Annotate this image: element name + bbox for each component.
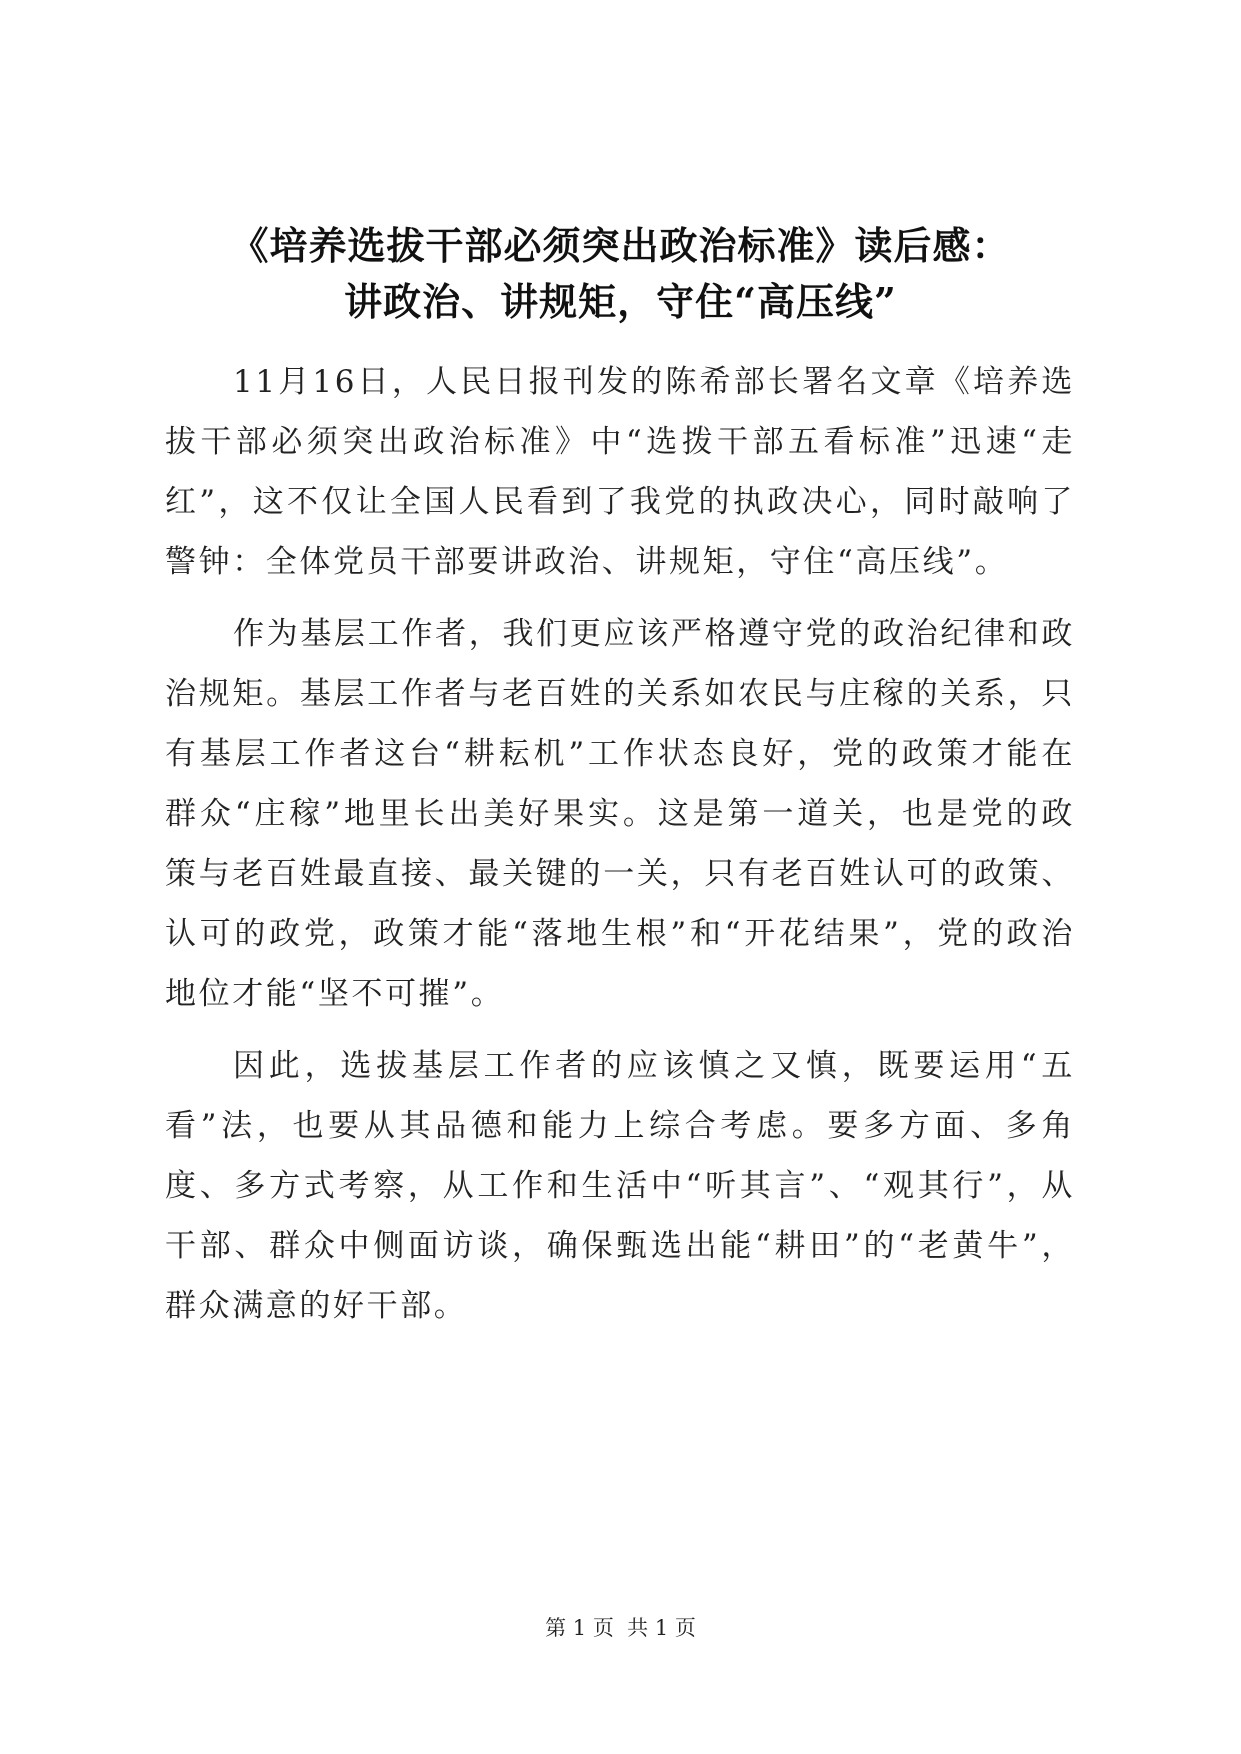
- title-line-1: 《培养选拔干部必须突出政治标准》读后感：: [230, 223, 1011, 268]
- title-line-2: 讲政治、讲规矩，守住“高压线”: [344, 279, 897, 324]
- paragraph-2: 作为基层工作者，我们更应该严格遵守党的政治纪律和政治规矩。基层工作者与老百姓的关系如农民与庄稼的关系，只有基层工作者这台“耕耘机”工作状态良好，党的政策才能在群众“庄稼”地里长出美好果实。这是第一道关，也是党的政策与老百姓最直接、最关键的一关，只有老百姓认可的政策、认可的政党，政策才能“落地生根”和“开花结果”，党的政治地位才能“坚不可摧”。: [165, 616, 1075, 1012]
- document-title: [150, 218, 1091, 330]
- page-footer: 第 1 页 共 1 页: [545, 1616, 696, 1640]
- paragraph-1: 11月16日，人民日报刊发的陈希部长署名文章《培养选拔干部必须突出政治标准》中“选拨干部五看标准”迅速“走红”，这不仅让全国人民看到了我党的执政决心，同时敲响了警钟：全体党员干部要讲政治、讲规矩，守住“高压线”。: [165, 364, 1075, 580]
- paragraph-3: 因此，选拔基层工作者的应该慎之又慎，既要运用“五看”法，也要从其品德和能力上综合考虑。要多方面、多角度、多方式考察，从工作和生活中“听其言”、“观其行”，从干部、群众中侧面访谈，确保甄选出能“耕田”的“老黄牛”，群众满意的好干部。: [165, 1048, 1075, 1324]
- document-body: [165, 352, 1075, 1348]
